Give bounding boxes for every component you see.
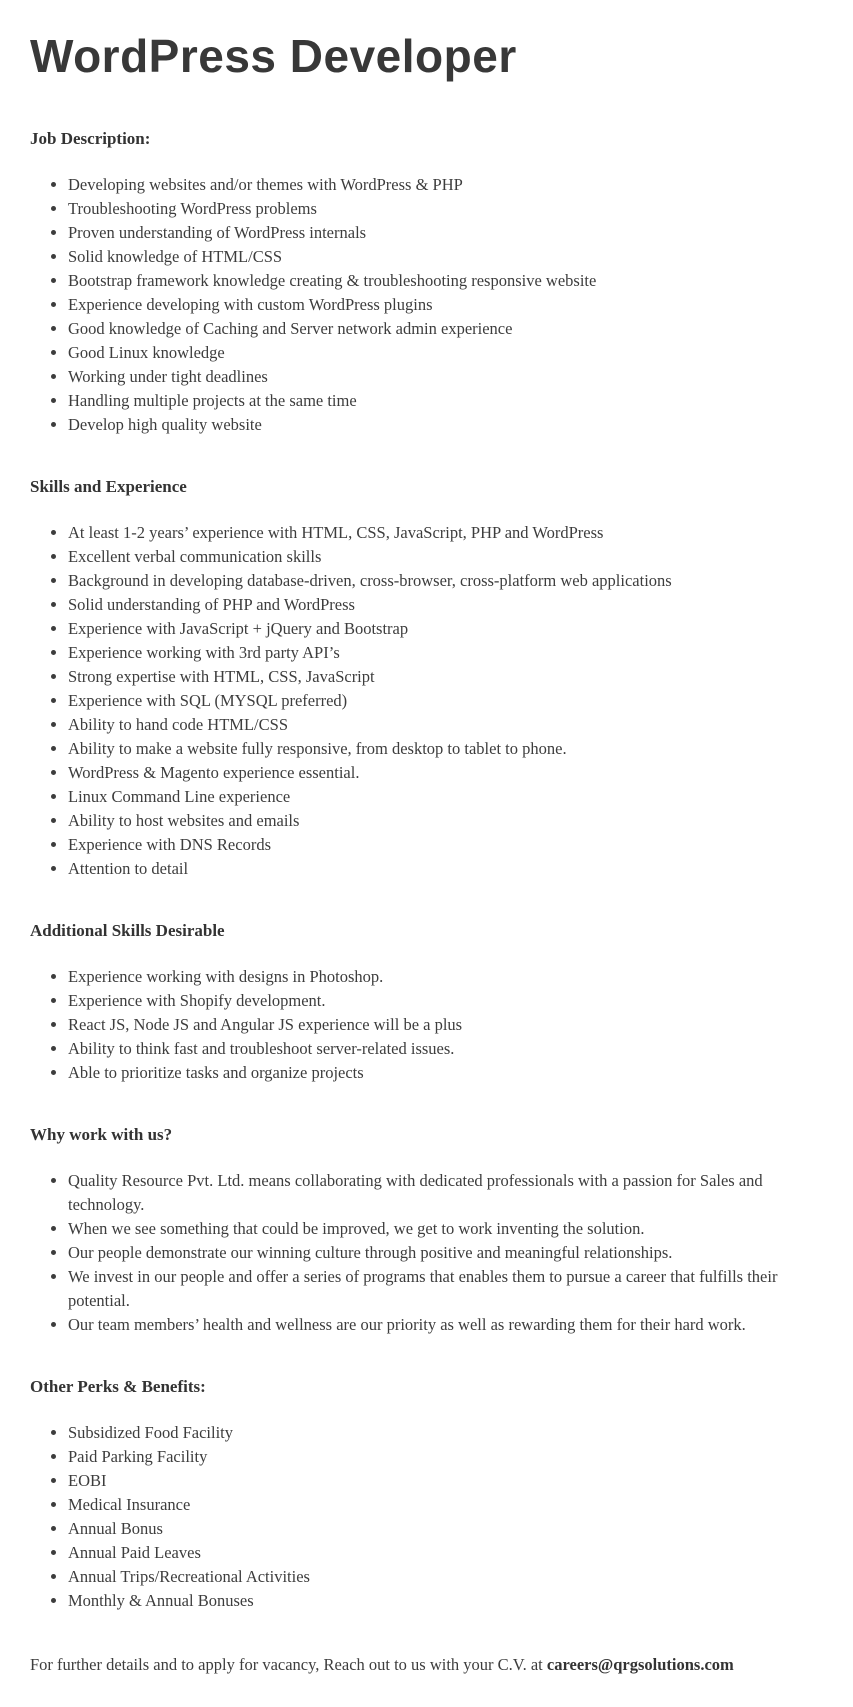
bullet-item: • Subsidized Food Facility [68,1421,823,1445]
section-heading: Other Perks & Benefits: [30,1376,206,1396]
bullet-item: • Annual Trips/Recreational Activities [68,1565,823,1589]
bullet-list [30,521,823,881]
bullet-item: • Excellent verbal communication skills [68,545,823,569]
bullet-item: • Experience with Shopify development. [68,989,823,1013]
bullet-item: • EOBI [68,1469,823,1493]
bullet-item: • Working under tight deadlines [68,365,823,389]
bullet-item: • WordPress & Magento experience essential. [68,761,823,785]
bullet-item: • Strong expertise with HTML, CSS, JavaScript [68,665,823,689]
section [30,477,823,881]
bullet-item: • Handling multiple projects at the same time [68,389,823,413]
bullet-item: • Quality Resource Pvt. Ltd. means collaborating with dedicated professionals with a passion for Sales and technology. [68,1169,823,1217]
bullet-item: • Proven understanding of WordPress internals [68,221,823,245]
bullet-item: • Experience with DNS Records [68,833,823,857]
page-title: WordPress Developer [30,30,517,82]
section [30,921,823,1085]
bullet-item: • Good knowledge of Caching and Server network admin experience [68,317,823,341]
bullet-item: • Background in developing database-driven, cross-browser, cross-platform web applications [68,569,823,593]
section-heading: Skills and Experience [30,476,187,496]
section-heading: Additional Skills Desirable [30,920,225,940]
bullet-item: • Medical Insurance [68,1493,823,1517]
section [30,129,823,437]
section [30,1125,823,1337]
bullet-item: • Annual Paid Leaves [68,1541,823,1565]
bullet-list [30,173,823,437]
bullet-item: • Able to prioritize tasks and organize projects [68,1061,823,1085]
bullet-list [30,1421,823,1613]
bullet-item: • At least 1-2 years’ experience with HTML, CSS, JavaScript, PHP and WordPress [68,521,823,545]
footer-email: careers@qrgsolutions.com [546,1654,734,1674]
bullet-item: • Monthly & Annual Bonuses [68,1589,823,1613]
bullet-list [30,1169,823,1337]
bullet-item: • Experience working with designs in Photoshop. [68,965,823,989]
footer-note [30,1653,823,1677]
bullet-item: • Ability to hand code HTML/CSS [68,713,823,737]
bullet-item: • Solid understanding of PHP and WordPress [68,593,823,617]
bullet-item: • Our team members’ health and wellness are our priority as well as rewarding them for their hard work. [68,1313,823,1337]
bullet-item: • Ability to host websites and emails [68,809,823,833]
sections-container [30,129,823,1613]
bullet-item: • Attention to detail [68,857,823,881]
bullet-item: • Experience working with 3rd party API’s [68,641,823,665]
bullet-item: • Our people demonstrate our winning culture through positive and meaningful relationships. [68,1241,823,1265]
bullet-item: • Ability to make a website fully responsive, from desktop to tablet to phone. [68,737,823,761]
bullet-item: • Paid Parking Facility [68,1445,823,1469]
bullet-item: • Develop high quality website [68,413,823,437]
bullet-item: • Solid knowledge of HTML/CSS [68,245,823,269]
section-heading: Why work with us? [30,1124,173,1144]
bullet-item: • Good Linux knowledge [68,341,823,365]
bullet-item: • When we see something that could be improved, we get to work inventing the solution. [68,1217,823,1241]
bullet-item: • We invest in our people and offer a series of programs that enables them to pursue a career that fulfills their potential. [68,1265,823,1313]
section-heading: Job Description: [30,128,151,148]
bullet-item: • Annual Bonus [68,1517,823,1541]
bullet-item: • Bootstrap framework knowledge creating & troubleshooting responsive website [68,269,823,293]
bullet-item: • Experience developing with custom WordPress plugins [68,293,823,317]
section [30,1377,823,1613]
bullet-list [30,965,823,1085]
bullet-item: • Experience with JavaScript + jQuery and Bootstrap [68,617,823,641]
bullet-item: • Developing websites and/or themes with WordPress & PHP [68,173,823,197]
footer-text: For further details and to apply for vacancy, Reach out to us with your C.V. at [30,1654,547,1674]
bullet-item: • Experience with SQL (MYSQL preferred) [68,689,823,713]
bullet-item: • Ability to think fast and troubleshoot server-related issues. [68,1037,823,1061]
bullet-item: • Troubleshooting WordPress problems [68,197,823,221]
bullet-item: • Linux Command Line experience [68,785,823,809]
bullet-item: • React JS, Node JS and Angular JS experience will be a plus [68,1013,823,1037]
